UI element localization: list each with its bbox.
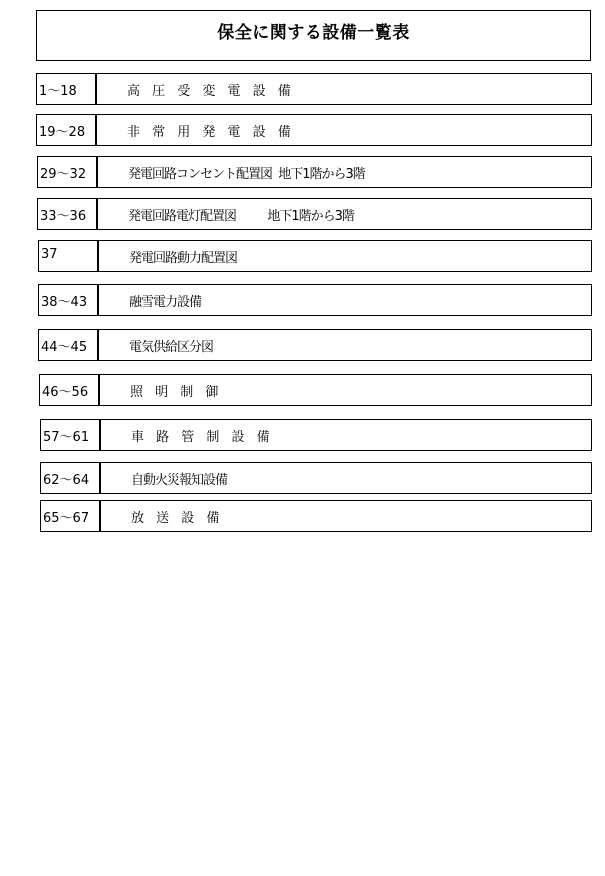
table-row <box>36 114 592 146</box>
page-range: 29～32 <box>38 157 98 187</box>
table-row <box>40 419 592 451</box>
table-row <box>40 500 592 532</box>
table-row <box>38 284 592 316</box>
page-range: 65～67 <box>41 501 101 531</box>
page-range: 1～18 <box>37 74 97 104</box>
page-range: 19～28 <box>37 115 97 145</box>
equipment-name: 発電回路動力配置図 <box>129 251 238 266</box>
equipment-name: 高 圧 受 変 電 設 備 <box>127 84 295 99</box>
table-row <box>39 374 592 406</box>
equipment-name: 放 送 設 備 <box>131 511 224 526</box>
page-range: 62～64 <box>41 463 101 493</box>
page-range: 46～56 <box>40 375 100 405</box>
equipment-name: 非 常 用 発 電 設 備 <box>127 125 295 140</box>
page-range: 37 <box>39 241 99 271</box>
page-range: 33～36 <box>38 199 98 229</box>
table-row <box>36 73 592 105</box>
page-range: 38～43 <box>39 285 99 315</box>
title-box <box>36 10 591 61</box>
equipment-name: 自動火災報知設備 <box>131 473 228 488</box>
equipment-name: 融雪電力設備 <box>129 295 202 310</box>
equipment-name: 照 明 制 御 <box>130 385 223 400</box>
table-row <box>37 156 592 188</box>
table-row <box>38 329 592 361</box>
page-title: 保全に関する設備一覧表 <box>217 23 410 43</box>
page-range: 44～45 <box>39 330 99 360</box>
table-row <box>38 240 592 272</box>
page-range: 57～61 <box>41 420 101 450</box>
equipment-name: 電気供給区分図 <box>129 340 214 355</box>
equipment-name: 発電回路電灯配置図 地下1階から3階 <box>128 209 354 224</box>
table-row <box>40 462 592 494</box>
table-row <box>37 198 592 230</box>
equipment-name: 発電回路コンセント配置図 地下1階から3階 <box>128 167 365 182</box>
equipment-name: 車 路 管 制 設 備 <box>131 430 274 445</box>
